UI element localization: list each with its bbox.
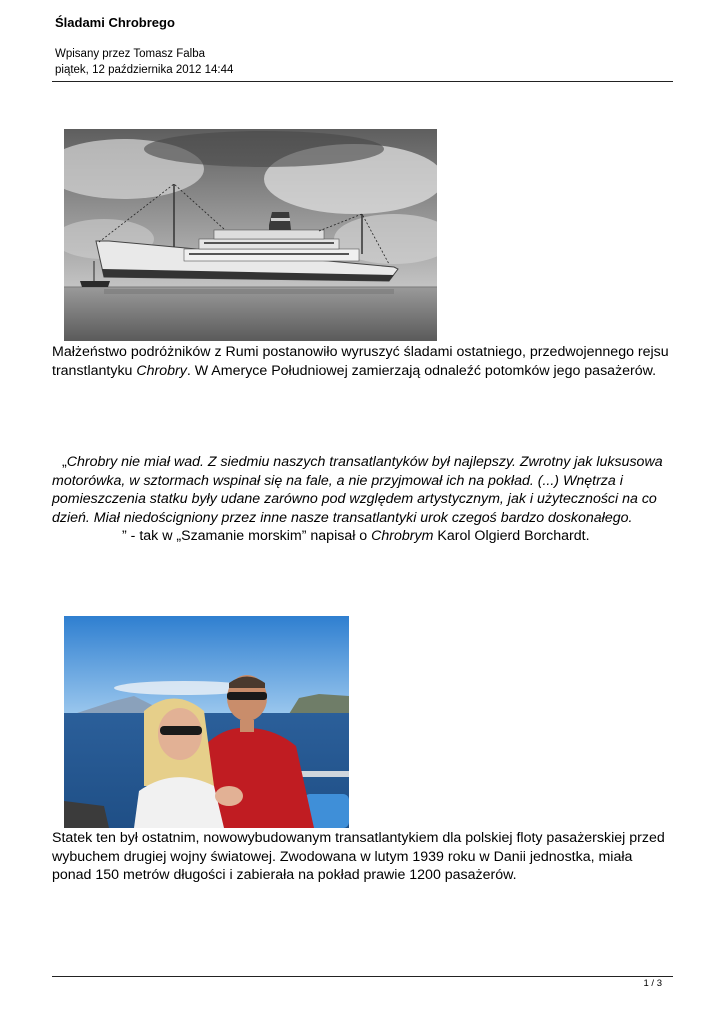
quote-paragraph: „Chrobry nie miał wad. Z siedmiu naszych transatlantyków był najlepszy. Zwrotny jak luksusowa motorówka, w sztormach wspinał się na fale, a nie przyjmował ich na pokład. (...) Wnętrza i pomieszczenia statku były udane zarówno pod względem artystycznym, jak i użyteczności na co dzień. Miał niedościgniony przez inne nasze transatlantyki urok czegoś bardzo doskonałego.” - tak w „Szamanie morskim” napisał o Chrobrym Karol Olgierd Borchardt. [52,454,663,544]
couple-photo [64,616,349,828]
ship-reference: Chrobrym [371,528,434,544]
header-divider [52,81,673,82]
quote-text: Chrobry nie miał wad. Z siedmiu naszych transatlantyków był najlepszy. Zwrotny jak luksusowa motorówka, w sztormach wspinał się na fale, a nie przyjmował ich na pokład. (...) Wnętrza i pomieszczenia statku były udane zarówno pod względem artystycznym, jak i użyteczności na co dzień. Miał niedościgniony przez inne nasze transatlantyki urok czegoś bardzo doskonałego. [52,454,663,526]
history-paragraph: Statek ten był ostatnim, nowowybudowanym transatlantykiem dla polskiej floty pasażerskiej przed wybuchem drugiej wojny światowej. Zwodowana w lutym 1939 roku w Danii jednostka, miała ponad 150 metrów długości i zabierała na pokład prawie 1200 pasażerów. [52,830,665,883]
ship-name: Chrobry [136,362,187,379]
page-number: 1 / 3 [643,978,662,989]
ship-photo [64,129,437,341]
intro-paragraph: Małżeństwo podróżników z Rumi postanowiło wyruszyć śladami ostatniego, przedwojennego rejsu transtlantyku Chrobry. W Ameryce Południowej zamierzają odnaleźć potomków jego pasażerów. [52,344,669,379]
page-title: Śladami Chrobrego [55,15,175,30]
author-line: Wpisany przez Tomasz Falba [55,48,205,60]
date-line: piątek, 12 października 2012 14:44 [55,64,234,76]
footer-divider [52,976,673,977]
